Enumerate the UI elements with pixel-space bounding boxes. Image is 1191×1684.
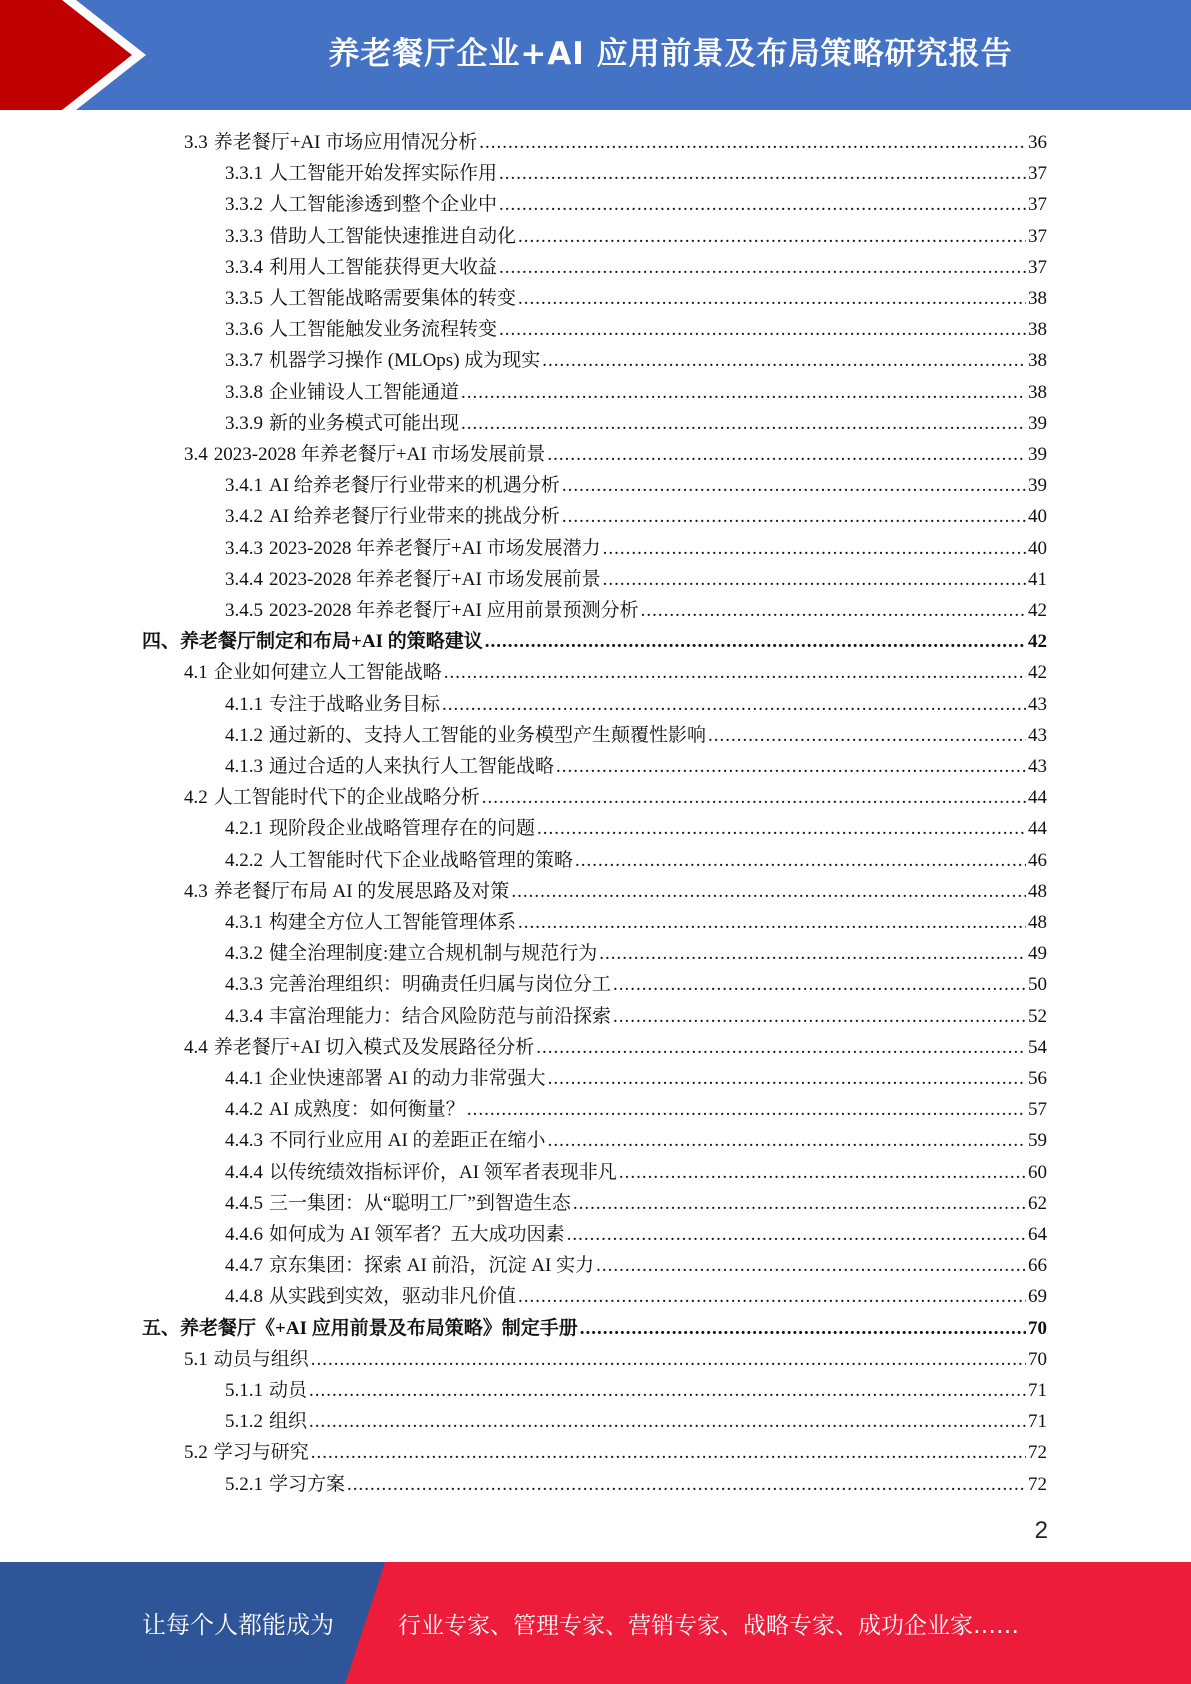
toc-dot-leader (518, 221, 1026, 252)
toc-entry[interactable] (184, 1032, 1047, 1063)
toc-dot-leader (511, 876, 1026, 907)
toc-entry-page: 41 (1028, 568, 1047, 590)
toc-dot-leader (444, 657, 1026, 688)
toc-entry-number: 3.3.7 (225, 350, 263, 372)
toc-entry-title: 养老餐厅制定和布局+AI 的策略建议 (180, 631, 483, 653)
toc-dot-leader (467, 1094, 1026, 1125)
toc-dot-leader (580, 1313, 1026, 1344)
toc-entry[interactable] (225, 564, 1047, 595)
toc-entry-number: 3.4 (184, 444, 208, 465)
toc-entry[interactable] (184, 876, 1047, 907)
toc-entry-page: 50 (1028, 974, 1047, 996)
toc-entry-title: 人工智能战略需要集体的转变 (269, 288, 517, 309)
toc-entry[interactable] (225, 845, 1047, 876)
toc-entry[interactable] (225, 751, 1047, 782)
toc-entry-page: 72 (1028, 1473, 1047, 1495)
toc-entry-page: 37 (1028, 225, 1047, 247)
toc-entry-title: 人工智能触发业务流程转变 (269, 319, 498, 341)
toc-entry-number: 3.4.3 (225, 537, 263, 559)
toc-entry-page: 64 (1028, 1224, 1047, 1245)
toc-entry-title: 人工智能时代下企业战略管理的策略 (269, 849, 574, 871)
toc-entry-title: 健全治理制度:建立合规机制与规范行为 (269, 943, 598, 965)
toc-entry[interactable] (184, 127, 1047, 158)
toc-entry-number: 3.4.5 (225, 600, 263, 621)
toc-dot-leader (708, 720, 1026, 751)
toc-entry-number: 3.3 (184, 132, 208, 153)
toc-entry-page: 49 (1028, 943, 1047, 965)
toc-entry-page: 37 (1028, 163, 1047, 185)
toc-dot-leader (518, 907, 1026, 938)
toc-entry-number: 5.2.1 (225, 1473, 263, 1495)
toc-entry[interactable] (225, 1375, 1047, 1406)
toc-entry-number: 4.3.1 (225, 912, 263, 933)
page-footer (0, 1562, 1191, 1684)
toc-dot-leader (309, 1406, 1026, 1437)
toc-entry-number: 4.3.4 (225, 1005, 263, 1027)
toc-dot-leader (641, 595, 1026, 626)
toc-entry-number: 3.3.6 (225, 319, 263, 341)
toc-entry-number: 4.2.1 (225, 818, 263, 840)
toc-entry-title: 2023-2028 年养老餐厅+AI 应用前景预测分析 (269, 600, 639, 621)
toc-entry-title: 机器学习操作 (MLOps) 成为现实 (269, 350, 541, 372)
toc-entry-page: 60 (1028, 1161, 1047, 1183)
toc-dot-leader (536, 1032, 1026, 1063)
toc-entry-title: 学习与研究 (213, 1442, 309, 1464)
toc-entry[interactable] (225, 1188, 1047, 1219)
toc-entry[interactable] (225, 283, 1047, 314)
toc-entry-number: 四、 (142, 631, 181, 653)
header-arrow-decoration (0, 0, 160, 110)
toc-entry-title: AI 给养老餐厅行业带来的机遇分析 (269, 475, 560, 497)
footer-slogan-left: 让每个人都能成为 (142, 1611, 334, 1639)
toc-entry[interactable] (225, 595, 1047, 626)
toc-entry[interactable] (225, 1125, 1047, 1156)
toc-dot-leader (548, 1125, 1026, 1156)
toc-entry-title: 养老餐厅+AI 切入模式及发展路径分析 (213, 1036, 535, 1058)
toc-entry-number: 4.4.2 (225, 1099, 263, 1121)
toc-entry-number: 3.3.9 (225, 412, 263, 434)
toc-entry-number: 4.4.8 (225, 1286, 263, 1308)
toc-dot-leader (603, 533, 1026, 564)
toc-entry-page: 40 (1028, 537, 1047, 559)
toc-entry[interactable] (225, 720, 1047, 751)
toc-dot-leader (309, 1375, 1026, 1406)
toc-entry-number: 3.3.3 (225, 225, 263, 247)
toc-entry-page: 44 (1028, 787, 1047, 809)
toc-entry-title: 京东集团：探索 AI 前沿，沉淀 AI 实力 (269, 1255, 595, 1277)
toc-entry[interactable] (225, 470, 1047, 501)
toc-entry-number: 4.3 (184, 880, 208, 902)
toc-entry-page: 62 (1028, 1192, 1047, 1214)
toc-entry-number: 4.4.3 (225, 1130, 263, 1152)
toc-entry-title: 通过新的、支持人工智能的业务模型产生颠覆性影响 (269, 724, 707, 746)
toc-entry-title: 企业如何建立人工智能战略 (213, 662, 442, 684)
toc-entry-title: 从实践到实效，驱动非凡价值 (269, 1286, 517, 1308)
toc-entry[interactable] (225, 1063, 1047, 1094)
toc-entry[interactable] (184, 1344, 1047, 1375)
toc-entry-page: 37 (1028, 256, 1047, 278)
toc-entry-title: 借助人工智能快速推进自动化 (269, 225, 517, 247)
toc-entry-number: 4.2.2 (225, 849, 263, 871)
toc-entry-title: 不同行业应用 AI 的差距正在缩小 (269, 1130, 546, 1152)
toc-entry-number: 4.1.1 (225, 693, 263, 715)
toc-dot-leader (567, 1219, 1026, 1250)
toc-entry-number: 4.3.3 (225, 974, 263, 996)
toc-dot-leader (613, 969, 1026, 1000)
toc-dot-leader (499, 314, 1026, 345)
toc-entry[interactable] (225, 1250, 1047, 1281)
toc-entry-number: 4.4.5 (225, 1192, 263, 1214)
toc-entry-page: 70 (1028, 1348, 1047, 1370)
toc-dot-leader (562, 470, 1026, 501)
report-title: 养老餐厅企业+AI 应用前景及布局策略研究报告 (328, 36, 1013, 72)
toc-dot-leader (613, 1001, 1026, 1032)
toc-entry-page: 38 (1028, 381, 1047, 403)
toc-entry-page: 54 (1028, 1036, 1047, 1058)
toc-entry-number: 3.3.5 (225, 288, 263, 309)
toc-entry-page: 71 (1028, 1380, 1047, 1401)
toc-entry[interactable] (225, 408, 1047, 439)
toc-entry-page: 42 (1028, 631, 1047, 653)
toc-dot-leader (442, 689, 1026, 720)
toc-dot-leader (542, 345, 1026, 376)
toc-dot-leader (548, 1063, 1026, 1094)
toc-entry-number: 4.4.7 (225, 1255, 263, 1277)
toc-entry[interactable] (142, 626, 1047, 657)
toc-entry-title: 学习方案 (269, 1473, 346, 1495)
toc-dot-leader (311, 1344, 1026, 1375)
toc-entry[interactable] (225, 252, 1047, 283)
toc-entry-number: 4.3.2 (225, 943, 263, 965)
toc-entry-page: 69 (1028, 1286, 1047, 1308)
toc-entry-number: 3.3.4 (225, 256, 263, 278)
toc-dot-leader (619, 1157, 1026, 1188)
toc-entry-title: 2023-2028 年养老餐厅+AI 市场发展前景 (213, 444, 546, 465)
toc-entry-title: AI 给养老餐厅行业带来的挑战分析 (269, 506, 560, 528)
toc-entry-number: 5.1 (184, 1348, 208, 1370)
toc-entry-number: 5.2 (184, 1442, 208, 1464)
toc-entry-page: 39 (1028, 475, 1047, 497)
toc-entry[interactable] (225, 1219, 1047, 1250)
toc-dot-leader (599, 938, 1026, 969)
toc-dot-leader (537, 813, 1026, 844)
toc-dot-leader (596, 1250, 1026, 1281)
toc-entry[interactable] (225, 345, 1047, 376)
toc-dot-leader (482, 782, 1026, 813)
toc-entry-title: AI 成熟度：如何衡量？ (269, 1099, 465, 1121)
toc-dot-leader (499, 189, 1026, 220)
toc-entry-title: 企业铺设人工智能通道 (269, 381, 460, 403)
toc-dot-leader (485, 626, 1026, 657)
toc-entry-title: 养老餐厅《+AI 应用前景及布局策略》制定手册 (180, 1317, 578, 1339)
toc-entry-title: 养老餐厅布局 AI 的发展思路及对策 (213, 880, 510, 902)
toc-entry[interactable] (225, 158, 1047, 189)
toc-dot-leader (573, 1188, 1026, 1219)
toc-entry-page: 38 (1028, 319, 1047, 341)
toc-entry-page: 38 (1028, 288, 1047, 309)
page-header (0, 0, 1191, 110)
toc-entry-number: 4.1.2 (225, 724, 263, 746)
toc-dot-leader (499, 158, 1026, 189)
toc-entry-title: 如何成为 AI 领军者？五大成功因素 (269, 1224, 565, 1245)
toc-entry[interactable] (184, 1437, 1047, 1468)
toc-entry-page: 37 (1028, 194, 1047, 216)
toc-entry[interactable] (225, 1469, 1047, 1500)
toc-dot-leader (547, 439, 1026, 470)
toc-entry-title: 完善治理组织：明确责任归属与岗位分工 (269, 974, 612, 996)
toc-entry[interactable] (225, 377, 1047, 408)
toc-entry-page: 48 (1028, 912, 1047, 933)
toc-entry-number: 五、 (142, 1317, 181, 1339)
toc-entry[interactable] (225, 1281, 1047, 1312)
toc-entry-title: 以传统绩效指标评价，AI 领军者表现非凡 (269, 1161, 617, 1183)
toc-dot-leader (518, 283, 1026, 314)
toc-entry[interactable] (225, 813, 1047, 844)
toc-entry-title: 动员与组织 (213, 1348, 309, 1370)
footer-slogan-right: 行业专家、管理专家、营销专家、战略专家、成功企业家…… (398, 1613, 1019, 1639)
toc-entry[interactable] (225, 314, 1047, 345)
toc-entry-title: 动员 (269, 1380, 308, 1401)
toc-entry[interactable] (225, 1157, 1047, 1188)
toc-entry[interactable] (225, 221, 1047, 252)
toc-dot-leader (461, 408, 1026, 439)
toc-dot-leader (556, 751, 1026, 782)
toc-entry-number: 3.4.1 (225, 475, 263, 497)
toc-entry-number: 4.4.1 (225, 1068, 263, 1089)
toc-entry-title: 丰富治理能力：结合风险防范与前沿探索 (269, 1005, 612, 1027)
toc-entry-number: 5.1.1 (225, 1380, 263, 1401)
toc-dot-leader (499, 252, 1026, 283)
toc-entry-title: 构建全方位人工智能管理体系 (269, 912, 517, 933)
toc-dot-leader (603, 564, 1026, 595)
toc-entry-page: 66 (1028, 1255, 1047, 1277)
toc-entry[interactable] (225, 533, 1047, 564)
toc-entry-page: 71 (1028, 1411, 1047, 1433)
toc-entry-page: 48 (1028, 880, 1047, 902)
toc-entry-page: 59 (1028, 1130, 1047, 1152)
toc-entry-number: 3.4.4 (225, 568, 263, 590)
toc-entry-number: 3.3.1 (225, 163, 263, 185)
toc-dot-leader (311, 1437, 1026, 1468)
toc-entry-title: 人工智能渗透到整个企业中 (269, 194, 498, 216)
toc-entry-title: 组织 (269, 1411, 308, 1433)
toc-entry-page: 43 (1028, 756, 1047, 777)
toc-entry-number: 5.1.2 (225, 1411, 263, 1433)
toc-entry-page: 39 (1028, 444, 1047, 465)
toc-entry-page: 43 (1028, 724, 1047, 746)
toc-dot-leader (479, 127, 1026, 158)
toc-entry[interactable] (225, 1001, 1047, 1032)
toc-entry[interactable] (225, 938, 1047, 969)
toc-entry-title: 人工智能开始发挥实际作用 (269, 163, 498, 185)
toc-entry-page: 42 (1028, 662, 1047, 684)
toc-entry-title: 企业快速部署 AI 的动力非常强大 (269, 1068, 546, 1089)
toc-entry[interactable] (225, 189, 1047, 220)
toc-dot-leader (562, 501, 1026, 532)
toc-entry[interactable] (184, 657, 1047, 688)
toc-entry-page: 43 (1028, 693, 1047, 715)
toc-entry-number: 4.2 (184, 787, 208, 809)
toc-entry-page: 44 (1028, 818, 1047, 840)
toc-entry-title: 2023-2028 年养老餐厅+AI 市场发展潜力 (269, 537, 601, 559)
toc-entry-page: 46 (1028, 849, 1047, 871)
toc-entry-number: 4.4.4 (225, 1161, 263, 1183)
toc-dot-leader (518, 1281, 1026, 1312)
toc-entry-number: 4.4.6 (225, 1224, 263, 1245)
page-number: 2 (1034, 1517, 1048, 1544)
toc-entry-title: 新的业务模式可能出现 (269, 412, 460, 434)
toc-entry-title: 三一集团：从“聪明工厂”到智造生态 (269, 1192, 571, 1214)
toc-entry[interactable] (225, 501, 1047, 532)
toc-entry-title: 养老餐厅+AI 市场应用情况分析 (213, 132, 478, 153)
toc-entry-title: 专注于战略业务目标 (269, 693, 441, 715)
toc-entry-title: 利用人工智能获得更大收益 (269, 256, 498, 278)
toc-entry[interactable] (184, 439, 1047, 470)
toc-entry-page: 72 (1028, 1442, 1047, 1464)
toc-entry-number: 3.3.2 (225, 194, 263, 216)
toc-entry[interactable] (225, 969, 1047, 1000)
toc-entry-page: 57 (1028, 1099, 1047, 1121)
toc-entry-page: 52 (1028, 1005, 1047, 1027)
toc-entry[interactable] (225, 907, 1047, 938)
toc-entry-page: 39 (1028, 412, 1047, 434)
toc-dot-leader (461, 377, 1026, 408)
toc-entry-title: 通过合适的人来执行人工智能战略 (269, 756, 555, 777)
toc-entry-number: 4.1.3 (225, 756, 263, 777)
toc-entry-page: 42 (1028, 600, 1047, 621)
toc-entry-page: 70 (1028, 1317, 1047, 1339)
toc-entry-title: 现阶段企业战略管理存在的问题 (269, 818, 536, 840)
toc-entry-page: 38 (1028, 350, 1047, 372)
toc-entry-number: 3.4.2 (225, 506, 263, 528)
toc-entry-number: 4.1 (184, 662, 208, 684)
toc-entry-page: 56 (1028, 1068, 1047, 1089)
toc-entry-title: 2023-2028 年养老餐厅+AI 市场发展前景 (269, 568, 601, 590)
toc-entry-number: 4.4 (184, 1036, 208, 1058)
toc-dot-leader (347, 1469, 1026, 1500)
toc-entry[interactable] (225, 689, 1047, 720)
toc-dot-leader (575, 845, 1026, 876)
toc-entry[interactable] (225, 1094, 1047, 1125)
toc-entry[interactable] (184, 782, 1047, 813)
toc-entry[interactable] (142, 1313, 1047, 1344)
toc-entry[interactable] (225, 1406, 1047, 1437)
toc-entry-title: 人工智能时代下的企业战略分析 (213, 787, 480, 809)
toc-entry-page: 36 (1028, 132, 1047, 153)
toc-entry-page: 40 (1028, 506, 1047, 528)
toc-entry-number: 3.3.8 (225, 381, 263, 403)
